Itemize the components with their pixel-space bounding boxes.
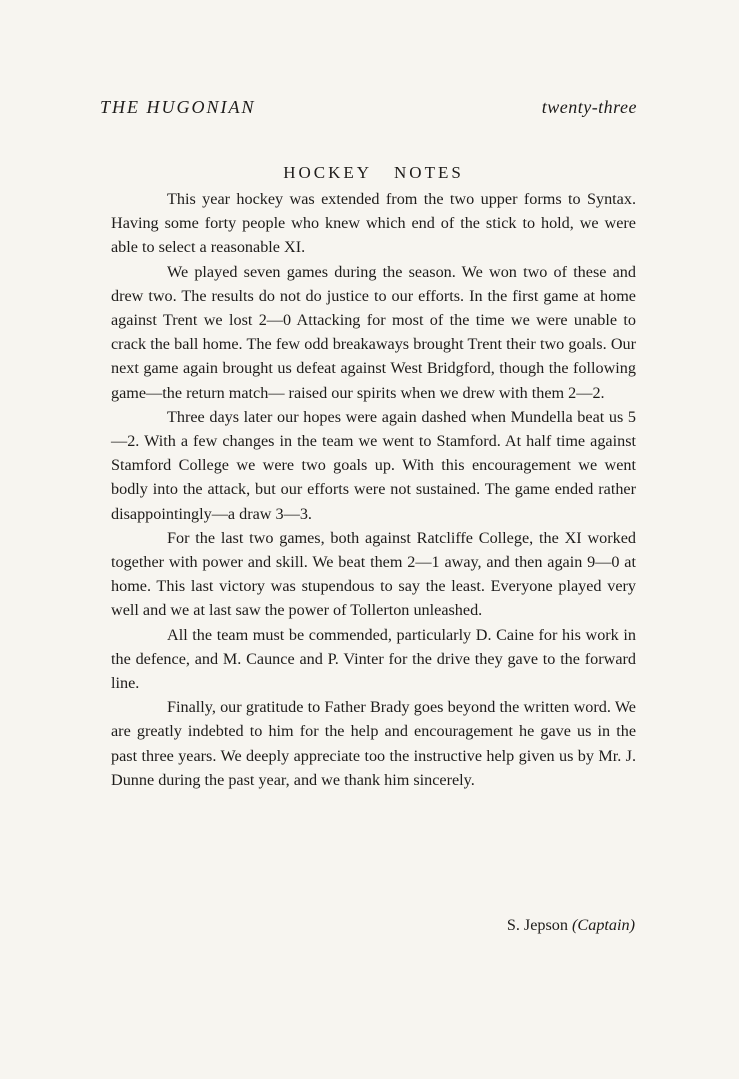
paragraph-2: We played seven games during the season. We won two of these and drew two. The results do not do justice to our efforts. In the first game at home against Trent we lost 2—0 Attacking for most of the time we were unable to crack the ball home. The few odd breakaways brought Trent their two goals. Our next game again brought us defeat against West Bridgford, though the following game—the return match— raised our spirits when we drew with them 2—2.: [111, 262, 636, 402]
publication-title: THE HUGONIAN: [100, 97, 256, 117]
paragraph-4: For the last two games, both against Ratcliffe College, the XI worked together with power and skill. We beat them 2—1 away, and then again 9—0 at home. This last victory was stupendous to say the least. Everyone played very well and we at last saw the power of Tollerton unleashed.: [111, 528, 636, 620]
title-word-2: NOTES: [394, 163, 464, 182]
signature-name: S. Jepson: [506, 916, 568, 934]
paragraph-5: All the team must be commended, particularly D. Caine for his work in the defence, and M. Caunce and P. Vinter for the drive they gave to the forward line.: [111, 625, 636, 693]
signature-role: (Captain): [572, 916, 635, 934]
signature: [507, 913, 635, 937]
running-header: [100, 97, 637, 118]
paragraph-6: Finally, our gratitude to Father Brady goes beyond the written word. We are greatly indebted to him for the help and encouragement he gave us in the past three years. We deeply appreciate too the instructive help given us by Mr. J. Dunne during the past year, and we thank him sincerely.: [111, 698, 636, 789]
article-body: [111, 187, 636, 792]
paragraph-1: This year hockey was extended from the two upper forms to Syntax. Having some forty people who knew which end of the stick to hold, we were able to select a reasonable XI.: [111, 190, 636, 257]
paragraph-3: Three days later our hopes were again dashed when Mundella beat us 5—2. With a few changes in the team we went to Stamford. At half time against Stamford College we were two goals up. With this encouragement we went bodly into the attack, but our efforts were not sustained. The game ended rather disappointingly—a draw 3—3.: [111, 407, 636, 523]
page-number: twenty-three: [541, 97, 637, 117]
article-title: [0, 163, 739, 183]
title-word-1: HOCKEY: [283, 163, 373, 182]
